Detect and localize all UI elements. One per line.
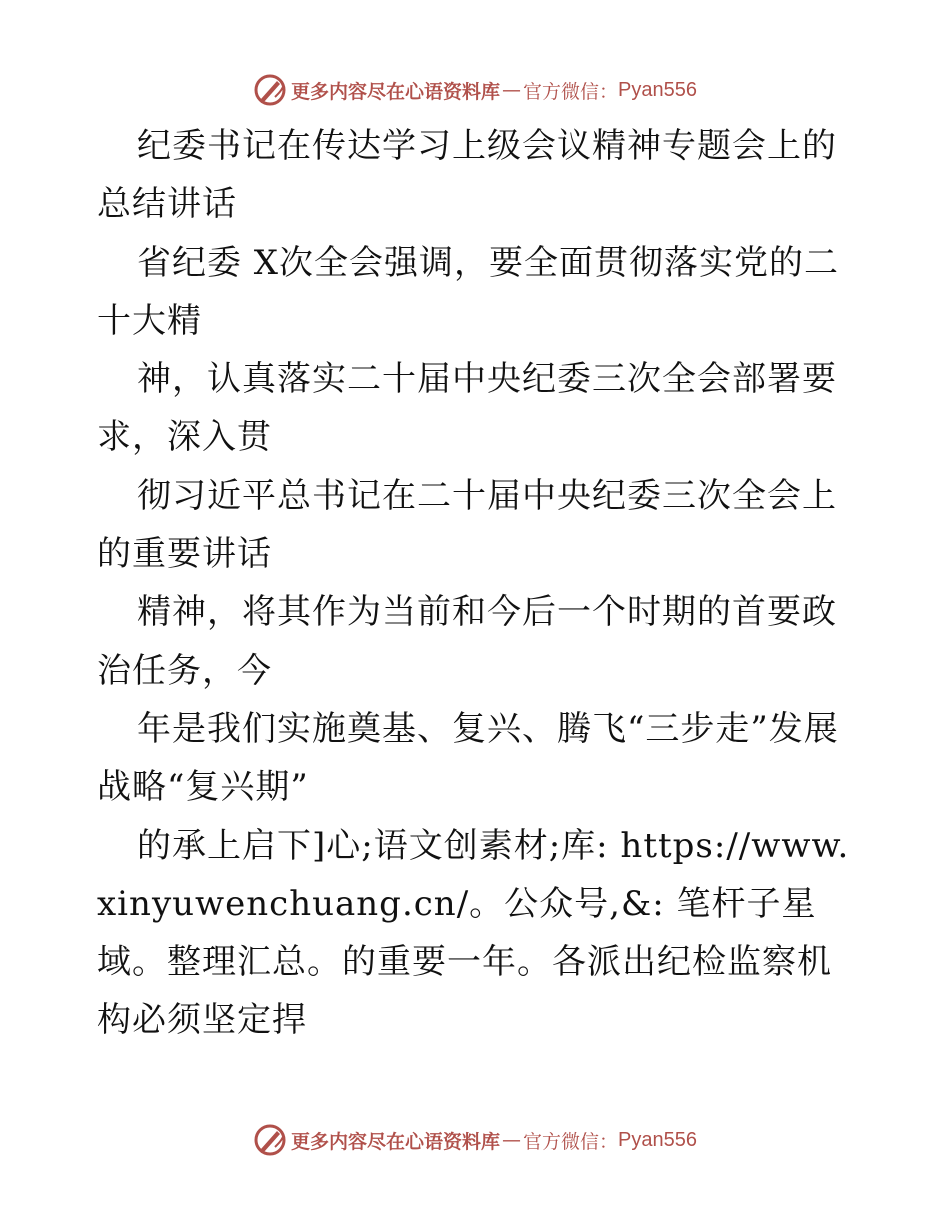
paragraph: 神，认真落实二十届中央纪委三次全会部署要求，深入贯 <box>97 359 837 458</box>
banner-wechat-label: 官方微信： <box>523 80 619 103</box>
banner-wechat-label: 官方微信： <box>523 1130 619 1153</box>
paragraph: 的承上启下]心;语文创素材;库: https://www.xinyuwenchuang.cn/。公众号,&: 笔杆子星域。整理汇总。的重要一年。各派出纪检监察机构必须坚定捍 <box>97 825 850 1041</box>
banner-wechat-id: Pyan556 <box>618 1128 697 1151</box>
banner-slogan: 更多内容尽在心语资料库 <box>291 1130 501 1153</box>
paragraph: 年是我们实施奠基、复兴、腾飞“三步走”发展战略“复兴期” <box>97 708 839 808</box>
paragraph: 省纪委 X次全会强调，要全面贯彻落实党的二十大精 <box>97 242 840 341</box>
footer-watermark-banner <box>0 1120 950 1160</box>
pen-circle-logo-icon <box>253 1123 287 1157</box>
banner-dash: — <box>502 1129 522 1151</box>
pen-circle-logo-icon <box>253 73 287 107</box>
paragraph: 彻习近平总书记在二十届中央纪委三次全会上的重要讲话 <box>97 475 837 575</box>
banner-wechat-id: Pyan556 <box>618 78 697 101</box>
paragraph-title: 纪委书记在传达学习上级会议精神专题会上的总结讲话 <box>97 126 837 225</box>
document-body <box>97 117 857 1050</box>
banner-dash: — <box>502 79 522 101</box>
header-watermark-banner <box>0 70 950 110</box>
banner-slogan: 更多内容尽在心语资料库 <box>291 80 501 103</box>
paragraph: 精神，将其作为当前和今后一个时期的首要政治任务，今 <box>97 592 837 691</box>
